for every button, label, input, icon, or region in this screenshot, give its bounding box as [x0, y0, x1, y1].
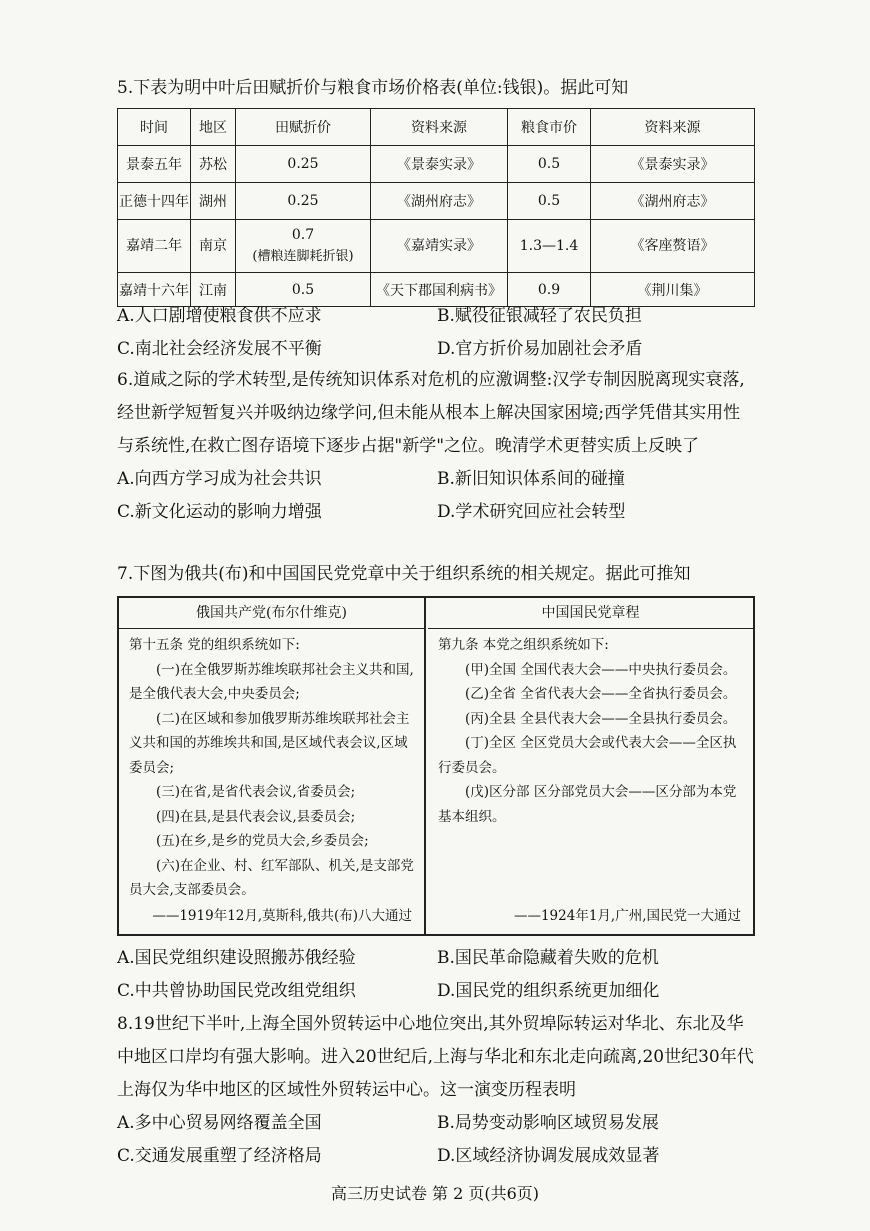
- panel-title: 中国国民党章程: [428, 598, 753, 629]
- question-7: [117, 558, 757, 591]
- option-b[interactable]: B.赋役征银减轻了农民负担: [437, 306, 642, 326]
- question-7-options: [117, 942, 757, 1008]
- cell-tax: 0.25: [236, 183, 371, 220]
- cell-time: 嘉靖二年: [118, 220, 191, 273]
- table-header-row: [118, 109, 755, 146]
- charter-panel-rcp: [119, 598, 426, 934]
- question-5-options: [117, 300, 757, 366]
- options-row: [117, 333, 757, 366]
- option-b[interactable]: B.新旧知识体系间的碰撞: [437, 469, 625, 489]
- party-charter-comparison: [117, 596, 755, 936]
- article-item: (甲)全国 全国代表大会——中央执行委员会。: [465, 661, 737, 678]
- option-a[interactable]: A.国民党组织建设照搬苏俄经验: [117, 948, 356, 968]
- options-row: [117, 942, 757, 975]
- option-c[interactable]: C.南北社会经济发展不平衡: [117, 339, 322, 359]
- question-5: [117, 72, 757, 105]
- options-row: [117, 463, 757, 496]
- article-heading: 第十五条 党的组织系统如下:: [129, 637, 300, 653]
- cell-tax-value: 0.7: [291, 227, 315, 243]
- table-header: 资料来源: [371, 109, 508, 146]
- question-8: [117, 1008, 757, 1173]
- cell-grain: 0.5: [508, 183, 591, 220]
- cell-region: 江南: [191, 273, 236, 307]
- article-item: (丁)全区 全区党员大会或代表大会——全区执行委员会。: [438, 735, 737, 776]
- article-item: (二)在区域和参加俄罗斯苏维埃联邦社会主义共和国的苏维埃共和国,是区域代表会议,区域委员会;: [129, 710, 410, 776]
- option-a[interactable]: A.多中心贸易网络覆盖全国: [117, 1113, 322, 1133]
- cell-region: 湖州: [191, 183, 236, 220]
- table-header: 粮食市价: [508, 109, 591, 146]
- article-item: (丙)全县 全县代表大会——全县执行委员会。: [465, 710, 737, 727]
- table-header: 地区: [191, 109, 236, 146]
- option-d[interactable]: D.学术研究回应社会转型: [437, 502, 626, 522]
- cell-source: 《嘉靖实录》: [371, 220, 508, 273]
- option-c[interactable]: C.交通发展重塑了经济格局: [117, 1146, 322, 1166]
- article-heading: 第九条 本党之组织系统如下:: [438, 637, 609, 653]
- option-d[interactable]: D.国民党的组织系统更加细化: [437, 981, 660, 1001]
- option-c[interactable]: C.新文化运动的影响力增强: [117, 502, 322, 522]
- article-item: (五)在乡,是乡的党员大会,乡委员会;: [156, 833, 369, 849]
- cell-source: 《景泰实录》: [371, 146, 508, 183]
- cell-time: 景泰五年: [118, 146, 191, 183]
- cell-source: 《湖州府志》: [371, 183, 508, 220]
- table-row: [118, 183, 755, 220]
- table-header: 田赋折价: [236, 109, 371, 146]
- article-item: (三)在省,是省代表会议,省委员会;: [156, 784, 356, 800]
- cell-time: 嘉靖十六年: [118, 273, 191, 307]
- option-a[interactable]: A.向西方学习成为社会共识: [117, 469, 322, 489]
- option-d[interactable]: D.区域经济协调发展成效显著: [437, 1146, 660, 1166]
- charter-panel-kmt: [428, 598, 753, 934]
- cell-source: 《客座赘语》: [591, 220, 755, 273]
- question-5-stem: 5.下表为明中叶后田赋折价与粮食市场价格表(单位:钱银)。据此可知: [117, 78, 629, 98]
- question-8-stem: 8.19世纪下半叶,上海全国外贸转运中心地位突出,其外贸埠际转运对华北、东北及华中地区口岸均有强大影响。进入20世纪后,上海与华北和东北走向疏离,20世纪30年代上海仅为华中地区的区域性外贸转运中心。这一演变历程表明: [117, 1014, 754, 1100]
- price-table: [117, 108, 755, 307]
- cell-source: 《景泰实录》: [591, 146, 755, 183]
- question-6: [117, 364, 757, 529]
- article-item: (六)在企业、村、红军部队、机关,是支部党员大会,支部委员会。: [129, 857, 414, 898]
- cell-grain: 0.5: [508, 146, 591, 183]
- option-b[interactable]: B.国民革命隐藏着失败的危机: [437, 948, 659, 968]
- option-a[interactable]: A.人口剧增使粮食供不应求: [117, 306, 322, 326]
- option-c[interactable]: C.中共曾协助国民党改组党组织: [117, 981, 356, 1001]
- cell-region: 苏松: [191, 146, 236, 183]
- cell-source: 《天下郡国利病书》: [371, 273, 508, 307]
- options-row: [117, 975, 757, 1008]
- cell-tax: 0.5: [236, 273, 371, 307]
- option-d[interactable]: D.官方折价易加剧社会矛盾: [437, 339, 643, 359]
- options-row: [117, 1107, 757, 1140]
- cell-region: 南京: [191, 220, 236, 273]
- cell-grain: 0.9: [508, 273, 591, 307]
- options-row: [117, 1140, 757, 1173]
- table-header: 资料来源: [591, 109, 755, 146]
- article-item: (一)在全俄罗斯苏维埃联邦社会主义共和国,是全俄代表大会,中央委员会;: [129, 661, 414, 702]
- article-item: (四)在县,是县代表会议,县委员会;: [156, 808, 356, 825]
- source-note: ——1924年1月,广州,国民党一大通过: [513, 907, 741, 924]
- option-b[interactable]: B.局势变动影响区域贸易发展: [437, 1113, 659, 1133]
- cell-source: 《荆川集》: [591, 273, 755, 307]
- source-note: ——1919年12月,莫斯科,俄共(布)八大通过: [152, 907, 412, 924]
- cell-time: 正德十四年: [118, 183, 191, 220]
- article-item: (乙)全省 全省代表大会——全省执行委员会。: [465, 686, 737, 702]
- cell-tax: [236, 220, 371, 273]
- table-row: [118, 220, 755, 273]
- page-footer: 高三历史试卷 第 2 页(共6页): [330, 1184, 540, 1203]
- options-row: [117, 496, 757, 529]
- cell-source: 《湖州府志》: [591, 183, 755, 220]
- options-row: [117, 300, 757, 333]
- question-6-stem: 6.道咸之际的学术转型,是传统知识体系对危机的应激调整:汉学专制因脱离现实衰落,经世新学短暂复兴并吸纳边缘学问,但未能从根本上解决国家困境;西学凭借其实用性与系统性,在救亡图存语境下逐步占据"新学"之位。晚清学术更替实质上反映了: [117, 370, 745, 456]
- panel-title: 俄国共产党(布尔什维克): [119, 598, 424, 629]
- question-7-stem: 7.下图为俄共(布)和中国国民党党章中关于组织系统的相关规定。据此可推知: [117, 564, 691, 584]
- table-row: [118, 146, 755, 183]
- cell-tax: 0.25: [236, 146, 371, 183]
- article-item: (戊)区分部 区分部党员大会——区分部为本党基本组织。: [438, 784, 737, 825]
- cell-tax-note: (槽粮连脚耗折银): [252, 249, 354, 264]
- table-header: 时间: [118, 109, 191, 146]
- cell-grain: 1.3—1.4: [508, 220, 591, 273]
